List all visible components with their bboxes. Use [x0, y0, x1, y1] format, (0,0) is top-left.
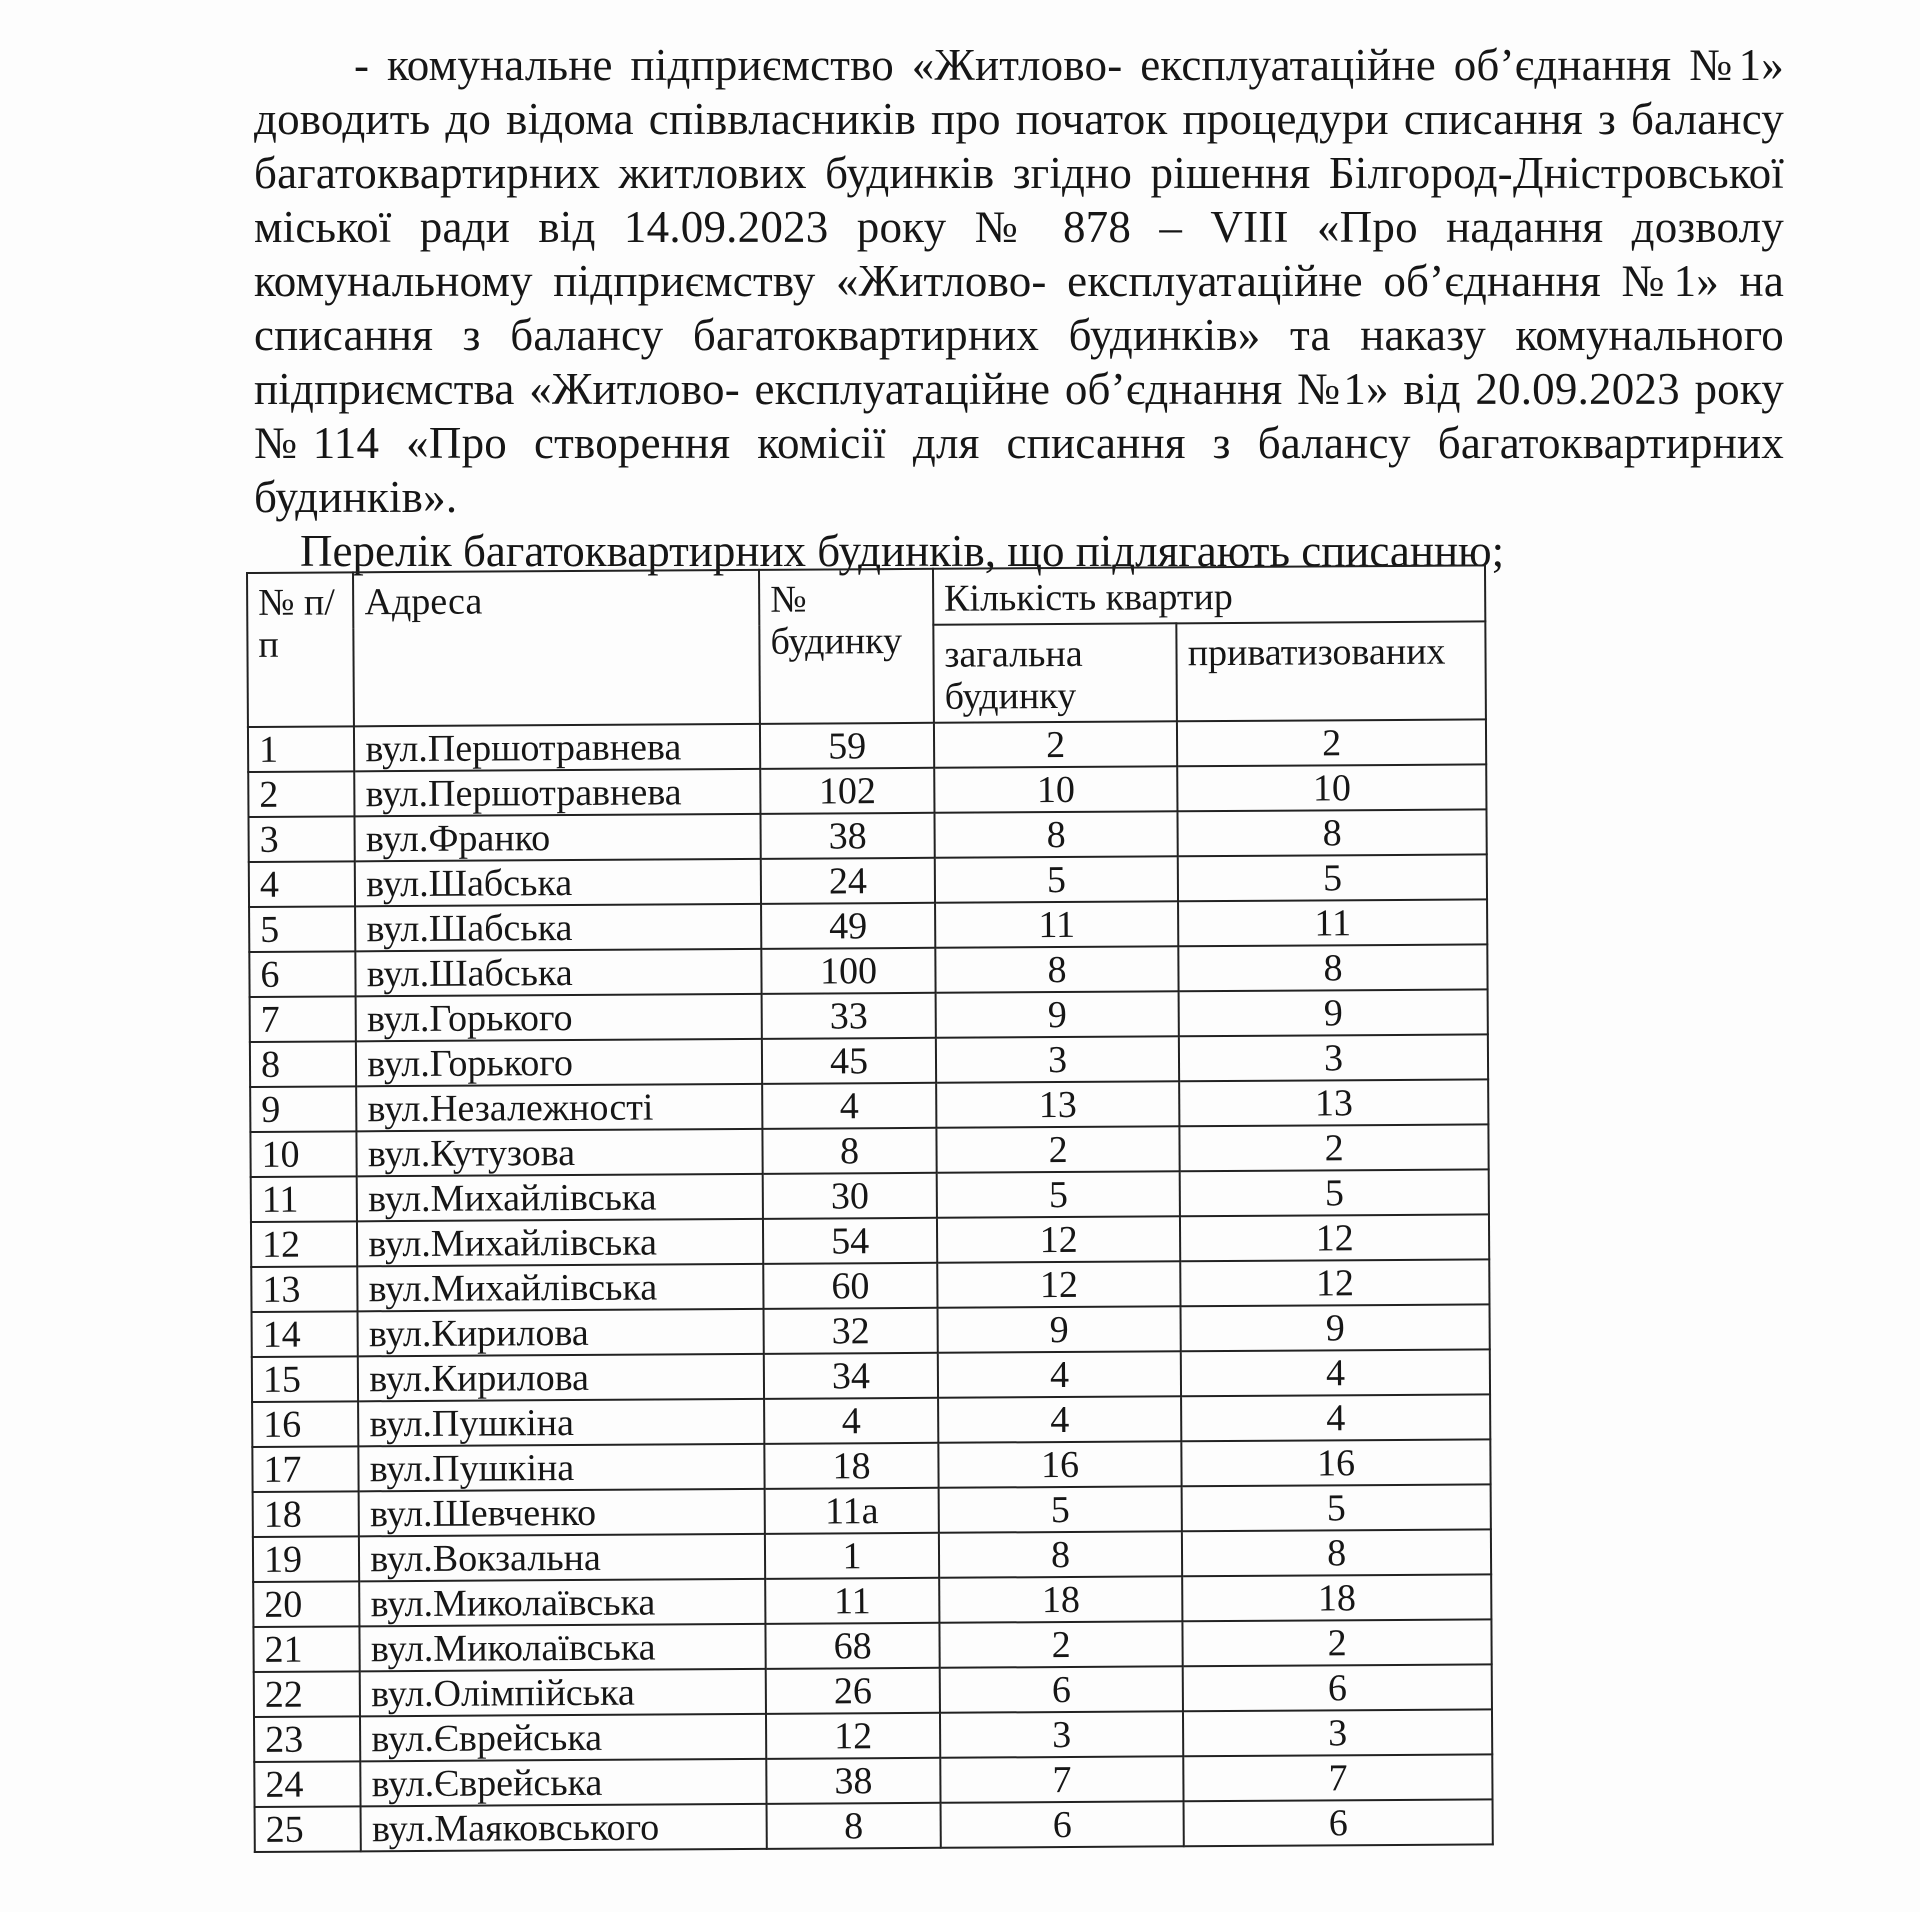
cell-address: вул.Єврейська	[360, 1714, 766, 1761]
cell-address: вул.Миколаївська	[359, 1579, 765, 1626]
cell-house: 8	[767, 1803, 941, 1849]
cell-num: 18	[253, 1491, 360, 1537]
table-row	[252, 1304, 1490, 1357]
cell-total: 10	[934, 766, 1178, 812]
cell-house: 33	[762, 993, 936, 1039]
cell-total: 4	[938, 1396, 1182, 1442]
cell-total: 12	[937, 1216, 1181, 1262]
cell-total: 6	[940, 1801, 1184, 1847]
cell-total: 8	[934, 811, 1178, 857]
cell-house: 45	[762, 1038, 936, 1084]
cell-total: 5	[937, 1171, 1181, 1217]
cell-num: 10	[250, 1131, 357, 1177]
table-row	[254, 1664, 1492, 1717]
cell-address: вул.Кирилова	[358, 1354, 764, 1401]
cell-house: 68	[766, 1623, 940, 1669]
cell-address: вул.Михайлівська	[358, 1264, 764, 1311]
cell-privatized: 3	[1183, 1709, 1492, 1756]
cell-num: 17	[252, 1446, 359, 1492]
cell-num: 15	[252, 1356, 359, 1402]
notice-paragraph: - комунальне підприємство «Житлово- експлуатаційне об’єднання №1» доводить до відома співвласників про початок процедури списання з балансу багатоквартирних житлових будинків згідно рішення Білгород-Дністровської міської ради від 14.09.2023 року № 878 – VIII «Про надання дозволу комунальному підприємству «Житлово- експлуатаційне об’єднання №1» на списання з балансу багатоквартирних будинків» та наказу комунального підприємства «Житлово- експлуатаційне об’єднання №1» від 20.09.2023 року №114 «Про створення комісії для списання з балансу багатоквартирних будинків».	[254, 40, 1784, 522]
table-row	[250, 1034, 1488, 1087]
cell-house: 32	[764, 1308, 938, 1354]
cell-privatized: 2	[1177, 719, 1486, 766]
cell-privatized: 5	[1180, 1169, 1489, 1216]
cell-address: вул.Горького	[356, 994, 762, 1041]
cell-address: вул.Шевченко	[359, 1489, 765, 1536]
cell-house: 11а	[765, 1488, 939, 1534]
cell-total: 6	[940, 1666, 1184, 1712]
cell-privatized: 9	[1179, 989, 1488, 1036]
cell-house: 100	[761, 948, 935, 994]
cell-total: 9	[936, 991, 1180, 1037]
table-row	[253, 1529, 1491, 1582]
table-row	[254, 1709, 1492, 1762]
cell-total: 3	[940, 1711, 1184, 1757]
table-row	[248, 719, 1486, 772]
cell-address: вул.Кирилова	[358, 1309, 764, 1356]
table-header-row	[247, 565, 1485, 629]
cell-privatized: 3	[1179, 1034, 1488, 1081]
cell-total: 16	[938, 1441, 1182, 1487]
table-row	[253, 1619, 1491, 1672]
header-total: загальна будинку	[933, 623, 1177, 722]
cell-total: 5	[939, 1486, 1183, 1532]
header-apartments-group: Кількість квартир	[933, 565, 1485, 624]
cell-house: 38	[761, 813, 935, 859]
header-house: № будинку	[759, 569, 934, 724]
table-row	[250, 1124, 1488, 1177]
cell-num: 22	[254, 1671, 361, 1717]
cell-address: вул.Шабська	[356, 949, 762, 996]
cell-total: 11	[935, 901, 1179, 947]
cell-num: 16	[252, 1401, 359, 1447]
cell-privatized: 6	[1184, 1799, 1493, 1846]
cell-address: вул.Першотравнева	[355, 769, 761, 816]
cell-total: 8	[939, 1531, 1183, 1577]
cell-total: 12	[937, 1261, 1181, 1307]
cell-num: 20	[253, 1581, 360, 1627]
cell-privatized: 6	[1183, 1664, 1492, 1711]
cell-house: 4	[764, 1398, 938, 1444]
cell-num: 5	[249, 906, 356, 952]
cell-address: вул.Першотравнева	[354, 724, 760, 771]
cell-address: вул.Франко	[355, 814, 761, 861]
cell-total: 18	[939, 1576, 1183, 1622]
table-body	[248, 719, 1493, 1852]
cell-house: 26	[766, 1668, 940, 1714]
cell-num: 7	[250, 996, 357, 1042]
cell-house: 59	[760, 723, 934, 769]
cell-address: вул.Олімпійська	[360, 1669, 766, 1716]
cell-house: 4	[762, 1083, 936, 1129]
table-row	[255, 1799, 1493, 1852]
cell-total: 2	[939, 1621, 1183, 1667]
cell-privatized: 10	[1177, 764, 1486, 811]
cell-privatized: 12	[1180, 1214, 1489, 1261]
cell-privatized: 16	[1182, 1439, 1491, 1486]
cell-house: 11	[765, 1578, 939, 1624]
table-row	[248, 809, 1486, 862]
cell-privatized: 4	[1181, 1394, 1490, 1441]
cell-num: 9	[250, 1086, 357, 1132]
table-row	[250, 989, 1488, 1042]
cell-total: 2	[936, 1126, 1180, 1172]
table-row	[252, 1394, 1490, 1447]
cell-address: вул.Миколаївська	[360, 1624, 766, 1671]
cell-num: 4	[249, 861, 356, 907]
list-heading: Перелік багатоквартирних будинків, що підлягають списанню;	[300, 526, 1505, 576]
table-row	[252, 1349, 1490, 1402]
cell-total: 4	[938, 1351, 1182, 1397]
cell-address: вул.Шабська	[355, 859, 761, 906]
cell-privatized: 5	[1178, 854, 1487, 901]
cell-privatized: 8	[1178, 809, 1487, 856]
houses-table	[246, 564, 1494, 1853]
cell-total: 7	[940, 1756, 1184, 1802]
cell-address: вул.Михайлівська	[357, 1219, 763, 1266]
table-row	[249, 944, 1487, 997]
cell-total: 3	[936, 1036, 1180, 1082]
cell-num: 3	[248, 816, 355, 862]
cell-address: вул.Пушкіна	[358, 1399, 764, 1446]
cell-privatized: 2	[1183, 1619, 1492, 1666]
cell-num: 12	[251, 1221, 358, 1267]
cell-privatized: 2	[1180, 1124, 1489, 1171]
cell-privatized: 7	[1183, 1754, 1492, 1801]
cell-house: 54	[763, 1218, 937, 1264]
cell-total: 2	[934, 721, 1178, 767]
cell-address: вул.Горького	[356, 1039, 762, 1086]
cell-num: 14	[252, 1311, 359, 1357]
cell-privatized: 11	[1178, 899, 1487, 946]
cell-num: 13	[251, 1266, 358, 1312]
cell-address: вул.Кутузова	[357, 1129, 763, 1176]
cell-privatized: 13	[1179, 1079, 1488, 1126]
cell-num: 2	[248, 771, 355, 817]
cell-house: 12	[766, 1713, 940, 1759]
header-privatized: приватизованих	[1177, 621, 1486, 721]
table-row	[249, 854, 1487, 907]
cell-house: 49	[761, 903, 935, 949]
cell-house: 60	[763, 1263, 937, 1309]
cell-privatized: 4	[1181, 1349, 1490, 1396]
table-row	[252, 1439, 1490, 1492]
cell-num: 8	[250, 1041, 357, 1087]
cell-privatized: 8	[1179, 944, 1488, 991]
cell-address: вул.Вокзальна	[359, 1534, 765, 1581]
cell-privatized: 5	[1182, 1484, 1491, 1531]
cell-total: 13	[936, 1081, 1180, 1127]
cell-num: 25	[255, 1806, 362, 1852]
cell-num: 6	[249, 951, 356, 997]
cell-privatized: 18	[1182, 1574, 1491, 1621]
cell-privatized: 9	[1181, 1304, 1490, 1351]
table-row	[253, 1484, 1491, 1537]
table-row	[251, 1259, 1489, 1312]
cell-house: 30	[763, 1173, 937, 1219]
table-row	[248, 764, 1486, 817]
header-num: № п/п	[247, 572, 354, 727]
cell-address: вул.Єврейська	[361, 1759, 767, 1806]
cell-address: вул.Незалежності	[356, 1084, 762, 1131]
table-row	[251, 1214, 1489, 1267]
cell-num: 11	[251, 1176, 358, 1222]
cell-num: 21	[253, 1626, 360, 1672]
cell-address: вул.Шабська	[355, 904, 761, 951]
cell-privatized: 12	[1180, 1259, 1489, 1306]
cell-num: 19	[253, 1536, 360, 1582]
table-row	[254, 1754, 1492, 1807]
cell-house: 8	[763, 1128, 937, 1174]
cell-total: 5	[935, 856, 1179, 902]
table-row	[250, 1079, 1488, 1132]
cell-address: вул.Маяковського	[361, 1804, 767, 1851]
table-row	[249, 899, 1487, 952]
table-row	[253, 1574, 1491, 1627]
cell-house: 1	[765, 1533, 939, 1579]
cell-total: 9	[937, 1306, 1181, 1352]
cell-num: 1	[248, 726, 355, 772]
cell-house: 102	[760, 768, 934, 814]
header-address: Адреса	[353, 570, 760, 726]
cell-house: 18	[764, 1443, 938, 1489]
cell-address: вул.Михайлівська	[357, 1174, 763, 1221]
cell-house: 34	[764, 1353, 938, 1399]
cell-address: вул.Пушкіна	[359, 1444, 765, 1491]
cell-num: 23	[254, 1716, 361, 1762]
cell-num: 24	[254, 1761, 361, 1807]
table-row	[251, 1169, 1489, 1222]
cell-house: 38	[766, 1758, 940, 1804]
cell-house: 24	[761, 858, 935, 904]
cell-privatized: 8	[1182, 1529, 1491, 1576]
cell-total: 8	[935, 946, 1179, 992]
